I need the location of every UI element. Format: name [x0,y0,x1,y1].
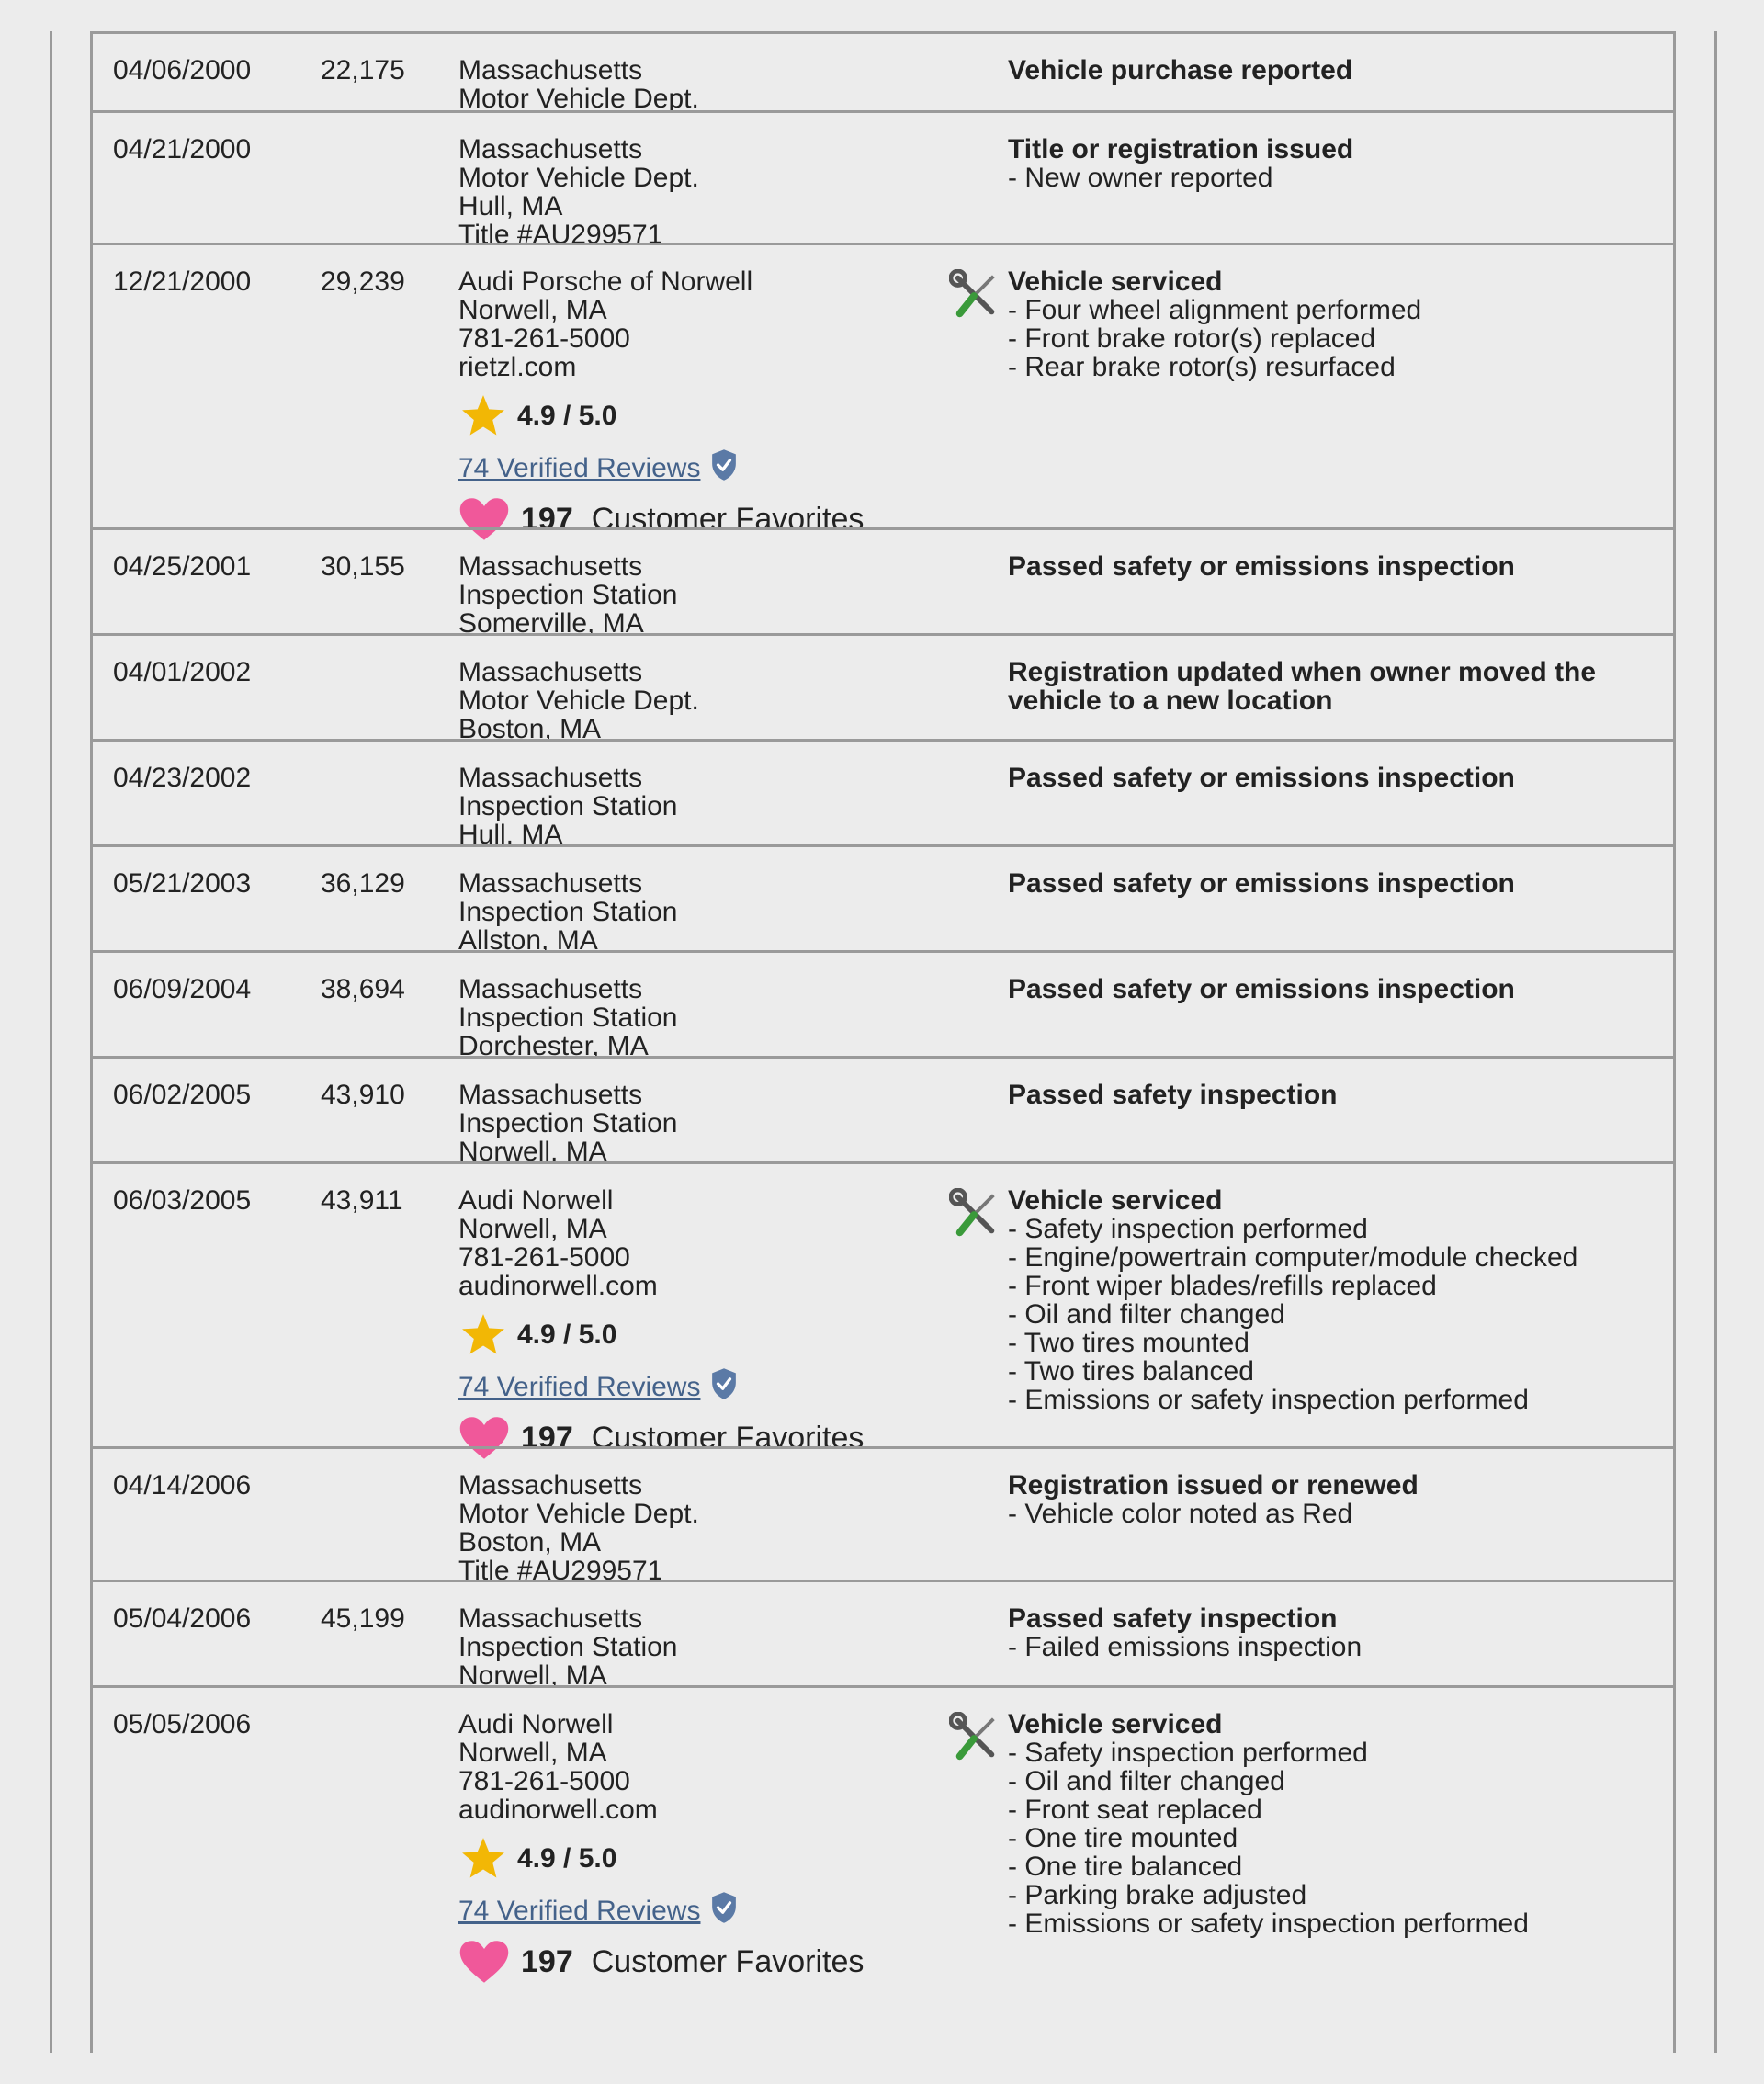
favorites-count: 197 [521,1943,573,1979]
record-comments [1008,56,1352,85]
source-line: Massachusetts [458,657,643,687]
comment-heading: vehicle to a new location [1008,685,1333,716]
source-line: Boston, MA [458,1527,602,1557]
customer-favorites [458,1936,864,1988]
source-line: Motor Vehicle Dept. [458,685,699,716]
record-mileage: 36,129 [321,868,405,899]
heart-icon [458,1939,510,1985]
comment-detail: - Safety inspection performed [1008,1214,1368,1244]
record-mileage: 43,911 [321,1185,403,1216]
record-comments [1008,658,1596,715]
comment-detail: - Front seat replaced [1008,1795,1262,1825]
source-line: Inspection Station [458,791,678,821]
source-line: Audi Norwell [458,1185,614,1216]
comment-detail: - Engine/powertrain computer/module checked [1008,1242,1578,1273]
source-line: 781-261-5000 [458,1766,630,1796]
verified-shield-icon [700,1367,739,1406]
record-source [458,658,699,743]
history-record-row [93,110,1673,250]
source-line: Massachusetts [458,1603,643,1634]
source-line: Audi Porsche of Norwell [458,266,753,297]
wrench-screwdriver-icon [949,1188,1002,1241]
source-line: Norwell, MA [458,1214,607,1244]
record-comments [1008,1604,1362,1661]
source-line: Norwell, MA [458,1738,607,1768]
comment-detail: - Four wheel alignment performed [1008,295,1422,325]
source-line: Hull, MA [458,191,563,221]
history-record-row [93,950,1673,1061]
record-source [458,869,678,955]
record-comments [1008,1471,1419,1528]
comment-heading: Passed safety or emissions inspection [1008,974,1515,1004]
record-mileage: 22,175 [321,55,405,85]
comment-heading: Registration issued or renewed [1008,1470,1419,1501]
record-source [458,1186,864,1464]
source-line: 781-261-5000 [458,1242,630,1273]
record-date: 05/04/2006 [113,1603,252,1634]
history-record-row [93,1446,1673,1586]
source-line: Inspection Station [458,580,678,610]
comment-heading: Passed safety or emissions inspection [1008,763,1515,793]
source-line: 781-261-5000 [458,323,630,354]
comment-detail: - Emissions or safety inspection performed [1008,1908,1529,1939]
shop-rating [458,392,864,438]
history-record-row [93,1685,1673,2053]
verified-reviews-link[interactable]: 74 Verified Reviews [458,452,701,483]
record-source [458,764,678,849]
history-record-row [93,739,1673,850]
wrench-screwdriver-icon [949,1712,1002,1765]
history-record-row [93,1580,1673,1691]
verified-reviews [458,1890,864,1931]
source-line: Massachusetts [458,134,643,164]
record-comments [1008,764,1515,792]
record-source [458,975,678,1060]
history-record-row [93,31,1673,114]
record-date: 04/23/2002 [113,763,252,793]
source-line: rietzl.com [458,352,577,382]
page-right-rule [1714,31,1717,2053]
history-record-row [93,1056,1673,1167]
verified-reviews-link[interactable]: 74 Verified Reviews [458,1895,701,1926]
favorites-label: Customer Favorites [591,1943,865,1979]
record-comments [1008,135,1353,192]
record-mileage: 30,155 [321,551,405,582]
comment-detail: - One tire balanced [1008,1852,1243,1882]
source-line: Title #AU299571 [458,220,663,250]
record-comments [1008,975,1515,1003]
comment-detail: - Front brake rotor(s) replaced [1008,323,1376,354]
history-record-row [93,1161,1673,1455]
favorites-count: 197 [521,1420,573,1455]
history-record-row [93,844,1673,956]
record-mileage: 29,239 [321,266,405,297]
source-line: Massachusetts [458,55,643,85]
source-line: audinorwell.com [458,1795,658,1825]
source-line: Title #AU299571 [458,1556,663,1586]
comment-heading: Vehicle serviced [1008,1709,1223,1739]
comment-detail: - Oil and filter changed [1008,1299,1285,1330]
source-line: Motor Vehicle Dept. [458,163,699,193]
record-date: 04/25/2001 [113,551,252,582]
source-line: Norwell, MA [458,1137,607,1167]
source-line: Boston, MA [458,714,602,744]
rating-value: 4.9 / 5.0 [517,1319,617,1350]
comment-heading: Passed safety inspection [1008,1080,1338,1110]
record-date: 05/05/2006 [113,1709,252,1739]
history-record-row [93,527,1673,639]
favorites-label: Customer Favorites [591,1420,865,1455]
verified-reviews [458,447,864,488]
comment-heading: Vehicle serviced [1008,266,1223,297]
comment-detail: - Front wiper blades/refills replaced [1008,1271,1437,1301]
comment-heading: Registration updated when owner moved the [1008,657,1597,687]
record-source [458,1081,678,1166]
history-record-row [93,633,1673,744]
source-line: Hull, MA [458,820,563,850]
source-line: Massachusetts [458,763,643,793]
comment-detail: - Two tires mounted [1008,1328,1250,1358]
record-date: 04/01/2002 [113,657,252,687]
comment-detail: - New owner reported [1008,163,1273,193]
record-date: 05/21/2003 [113,868,252,899]
source-line: Norwell, MA [458,1660,607,1691]
source-line: Dorchester, MA [458,1031,649,1061]
record-date: 12/21/2000 [113,266,252,297]
verified-shield-icon [700,448,739,487]
record-comments [1008,1710,1529,1938]
record-date: 06/09/2004 [113,974,252,1004]
history-record-row [93,243,1673,537]
source-line: Massachusetts [458,1080,643,1110]
source-line: Inspection Station [458,1002,678,1033]
record-date: 06/03/2005 [113,1185,252,1216]
record-comments [1008,869,1515,898]
wrench-screwdriver-icon [949,269,1002,323]
source-line: Massachusetts [458,1470,643,1501]
record-source [458,552,678,638]
comment-detail: - Failed emissions inspection [1008,1632,1363,1662]
record-comments [1008,267,1421,381]
verified-shield-icon [700,1891,739,1930]
comment-detail: - Safety inspection performed [1008,1738,1368,1768]
source-line: Inspection Station [458,1632,678,1662]
comment-detail: - One tire mounted [1008,1823,1238,1853]
comment-heading: Vehicle purchase reported [1008,55,1353,85]
source-line: Audi Norwell [458,1709,614,1739]
record-mileage: 45,199 [321,1603,405,1634]
comment-heading: Title or registration issued [1008,134,1354,164]
record-source [458,267,864,545]
comment-heading: Passed safety or emissions inspection [1008,551,1515,582]
source-line: Massachusetts [458,868,643,899]
star-icon [458,1311,508,1357]
source-line: Motor Vehicle Dept. [458,84,699,114]
shop-rating [458,1835,864,1881]
record-date: 04/06/2000 [113,55,252,85]
record-source [458,1604,678,1690]
record-comments [1008,1186,1577,1414]
record-source [458,1710,864,1988]
source-line: Allston, MA [458,925,598,956]
comment-detail: - Oil and filter changed [1008,1766,1285,1796]
star-icon [458,1835,508,1881]
record-comments [1008,552,1515,581]
comment-detail: - Two tires balanced [1008,1356,1254,1387]
source-line: Somerville, MA [458,608,644,639]
verified-reviews [458,1366,864,1407]
source-line: Inspection Station [458,897,678,927]
rating-value: 4.9 / 5.0 [517,400,617,431]
comment-heading: Vehicle serviced [1008,1185,1223,1216]
record-date: 06/02/2005 [113,1080,252,1110]
comment-heading: Passed safety inspection [1008,1603,1338,1634]
verified-reviews-link[interactable]: 74 Verified Reviews [458,1371,701,1402]
record-mileage: 38,694 [321,974,405,1004]
source-line: Norwell, MA [458,295,607,325]
source-line: Massachusetts [458,974,643,1004]
favorites-count: 197 [521,501,573,537]
page-left-rule [50,31,52,2053]
record-mileage: 43,910 [321,1080,405,1110]
comment-detail: - Rear brake rotor(s) resurfaced [1008,352,1396,382]
comment-detail: - Vehicle color noted as Red [1008,1499,1353,1529]
record-source [458,56,699,113]
comment-detail: - Parking brake adjusted [1008,1880,1307,1910]
record-date: 04/21/2000 [113,134,252,164]
record-source [458,1471,699,1585]
record-source [458,135,699,249]
star-icon [458,392,508,438]
comment-detail: - Emissions or safety inspection performed [1008,1385,1529,1415]
comment-heading: Passed safety or emissions inspection [1008,868,1515,899]
source-line: Inspection Station [458,1108,678,1138]
vehicle-history-table [90,31,1676,2053]
record-date: 04/14/2006 [113,1470,252,1501]
shop-rating [458,1311,864,1357]
rating-value: 4.9 / 5.0 [517,1842,617,1874]
source-line: Motor Vehicle Dept. [458,1499,699,1529]
favorites-label: Customer Favorites [591,501,865,537]
source-line: audinorwell.com [458,1271,658,1301]
source-line: Massachusetts [458,551,643,582]
record-comments [1008,1081,1337,1109]
